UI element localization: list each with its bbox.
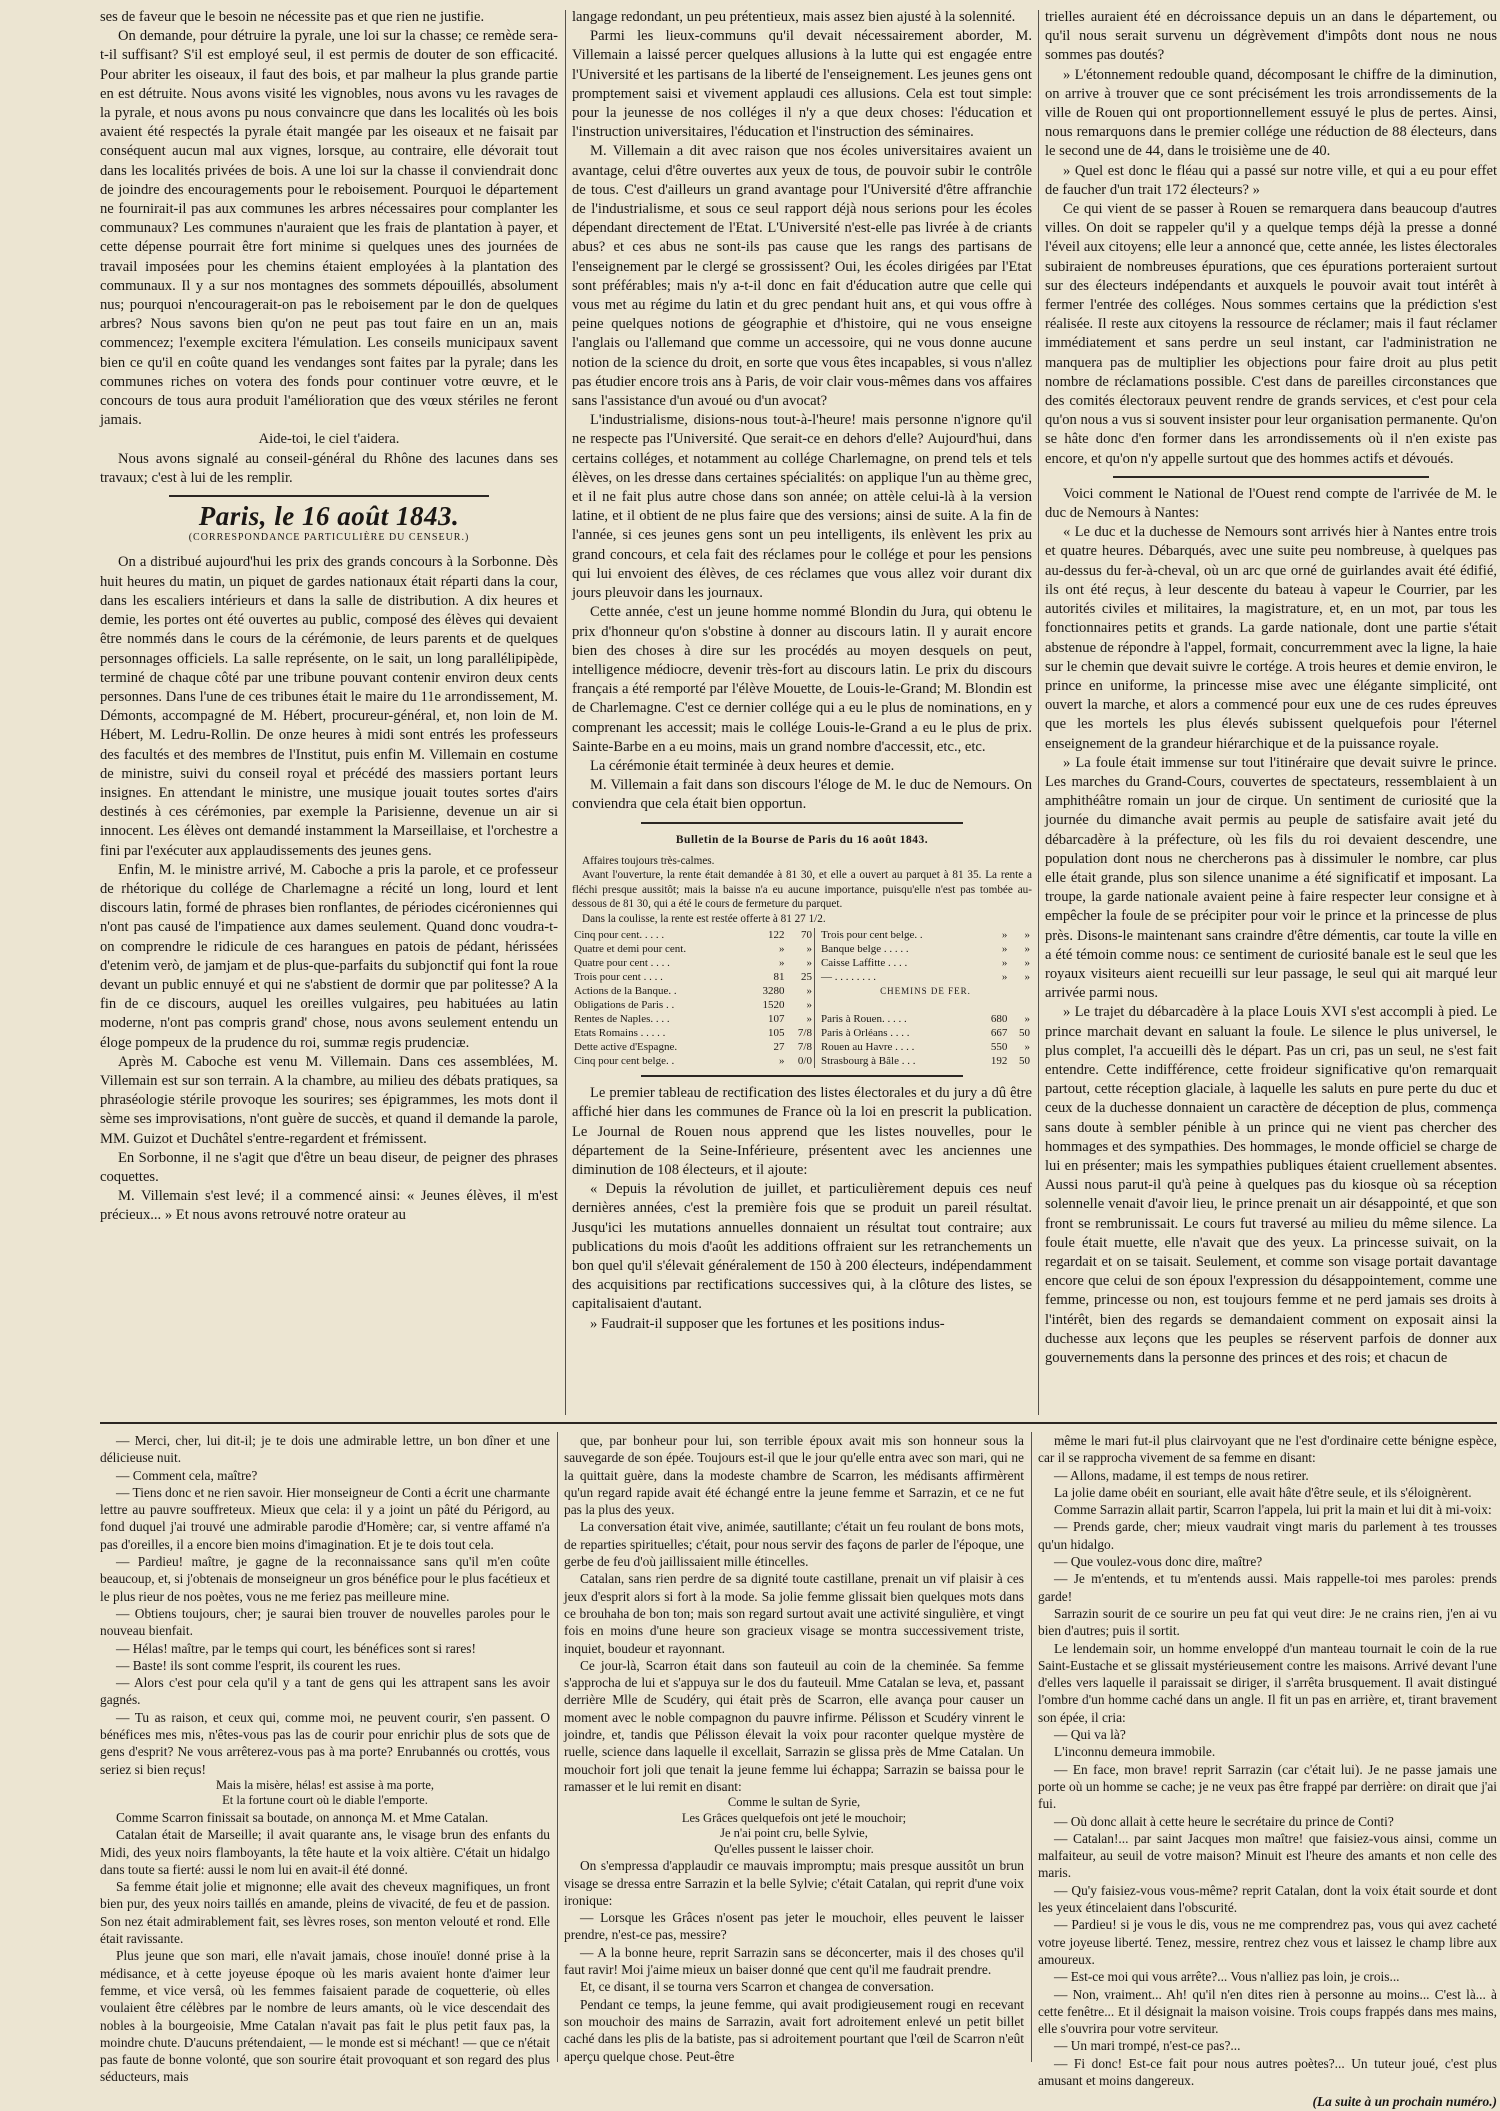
bourse-label: Rentes de Naples. . . . [574,1013,670,1026]
separator [641,822,963,824]
feuilleton-paragraph: Comme Sarrazin allait partir, Scarron l'appela, lui prit la main et lui dit à mi-voix: [1054,1502,1492,1518]
feuilleton-rule [100,1422,1497,1424]
paragraph: M. Villemain a fait dans son discours l'éloge de M. le duc de Nemours. On conviendra que cela était bien opportun. [572,777,1032,813]
feuilleton-paragraph: — Comment cela, maître? [116,1467,258,1483]
bourse-row [572,984,1032,998]
column-rule [557,1432,558,2062]
bourse-value: 667 [990,1027,1008,1040]
bourse-value: » [1024,971,1030,984]
paragraph: » Faudrait-il supposer que les fortunes et les positions indus- [590,1315,945,1332]
bourse-value: 105 [767,1027,785,1040]
bourse-value: » [1001,943,1008,956]
bourse-value: » [806,957,812,970]
feuilleton-paragraph: — Prends garde, cher; mieux vaudrait vingt maris du parlement à tes trousses qu'un hidalgo. [1038,1519,1497,1552]
feuilleton-column-2 [564,1432,1024,2064]
feuilleton-paragraph: — A la bonne heure, reprit Sarrazin sans se déconcerter, mais il des choses qu'il faut ravir! Moi j'aime mieux un baiser donné que cent qu'il me faudrait prendre. [564,1944,1024,1978]
feuilleton-paragraph: L'inconnu demeura immobile. [1054,1744,1216,1760]
feuilleton-paragraph: Pendant ce temps, la jeune femme, qui avait prodigieusement rougi en recevant son mouchoir des mains de Sarrazin, avait fort adroitement enlevé un petit billet caché dans les plis de la batiste, pas si adroitement pourtant que l'œil de Scarron n'eût aperçu quelque chose. Peut-être [564,1996,1024,2064]
bourse-label: Quatre et demi pour cent. [574,943,687,956]
paragraph: On demande, pour détruire la pyrale, une loi sur la chasse; ce remède sera-t-il suffisant? S'il est employé seul, il est permis de douter de son efficacité. Pour abriter les oiseaux, il faut des bois, et par malheur la plus grande partie en est détruite. Nous avons visité les vignobles, nous avons vu les ravages de la pyrale, et nous avons pu nous convaincre que dans les localités où les bois avaient été respectés la pyrale était mangée par les oiseaux et ne faisait par conséquent aucun mal aux vignes, lorsque, au contraire, elle dévorait tout dans les localités privées de bois. A une loi sur la chasse il conviendrait donc de joindre des encouragements pour le reboisement. Pourquoi le département ne fournirait-il pas aux communes les arbres nécessaires pour complanter les communaux? Les communes n'auraient que les frais de plantation à payer, et cette dépense pourrait être fort minime si quelques unes des journées de travail imposées pour les chemins étaient employées à la plantation des communaux. Il y a sur nos montagnes des sommets dépouillés, absolument nus; pourquoi n'encouragerait-on pas le reboisement par le don de quelques arbres? Nous savons bien qu'on ne peut pas tout faire en un an, mais commencez; l'exemple excitera l'émulation. Les conseils municipaux savent bien ce qu'il en coûte quand les vendanges sont faites par la pyrale; dans les communes riches on votera des fonds pour continuer votre œuvre, et le concours de tous aura produit l'amélioration que des vœux stériles ne feront jamais. [100,28,558,429]
bourse-value: 70 [800,929,812,942]
paragraph: M. Villemain s'est levé; il a commencé ainsi: « Jeunes élèves, il m'est précieux... » Et nous avons retrouvé notre orateur au [100,1188,558,1224]
bourse-text: Avant l'ouverture, la rente était demandée à 81 30, et elle a ouvert au parquet à 81 35. La rente a fléchi presque aussitôt; mais la baisse n'a eu aucune importance, puisqu'elle n'est pas tombée au-dessous de 81 30, qui a été le cours de fermeture du parquet. [572,869,1032,911]
feuilleton-paragraph: — En face, mon brave! reprit Sarrazin (car c'était lui). Je ne passe jamais une porte où un homme se cache; je ne veux pas être frappé par derrière: on dirait que j'ai fui. [1038,1761,1497,1812]
bourse-value: 81 [773,971,785,984]
feuilleton-column-3 [1038,1432,1497,2110]
bourse-table [572,928,1032,1068]
bourse-label: Caisse Laffitte . . . . [820,957,908,970]
feuilleton-paragraph: Et, ce disant, il se tourna vers Scarron et changea de conversation. [580,1979,934,1995]
bourse-label: Cinq pour cent. . . . . [574,929,665,942]
bourse-value: 0/0 [797,1055,812,1068]
dateline-headline: Paris, le 16 août 1843. [198,501,460,532]
blank-cell [819,998,1032,1012]
bourse-value: 50 [1019,1027,1030,1040]
paragraph: On a distribué aujourd'hui les prix des grands concours à la Sorbonne. Dès huit heures du matin, un piquet de gardes nationaux était réparti dans la cour, dans les escaliers intérieurs et dans la salle de distribution. A dix heures et demie, les portes ont été ouvertes au public, composé des élèves qui devaient être nommés dans le cours de la cérémonie, de leurs parents et de quelques personnages officiels. La salle représente, on le sait, un long parallélipipède, terminé de chaque côté par une tribune pouvant contenir environ deux cents personnes. Dans l'une de ces tribunes était le maire du 11e arrondissement, M. Démonts, accompagné de M. Hébert, procureur-général, et, non loin de M. Hébert, M. Ledru-Rollin. De onze heures à midi sont entrés les professeurs des facultés et des membres de l'Institut, puis enfin M. Villemain en costume de ministre, suivi du conseil royal et précédé des massiers portant leurs insignes. En attendant le ministre, une musique jouait toutes sortes d'airs destinés à ces cérémonies, par exemple la Parisienne, devenue un air si innocent. Les élèves ont demandé instamment la Marseillaise, et l'orchestre a fini par l'exécuter aux applaudissements des jeunes gens. [100,554,558,859]
paragraph: trielles auraient été en décroissance depuis un an dans le département, ou qu'il nous serait survenu un dégrèvement d'impôts dont nous ne nous sommes pas doutés? [1045,9,1497,64]
bourse-value: » [1024,943,1030,956]
paragraph: ses de faveur que le besoin ne nécessite pas et que rien ne justifie. [100,9,485,25]
paragraph: « Depuis la révolution de juillet, et particulièrement depuis ces neuf dernières années, c'est la première fois que se produit un pareil résultat. Jusqu'ici les mutations annuelles donnaient un résultat tout contraire; aux publications du mois d'août les additions offraient sur les retranchements un bon quel qu'il s'élevait généralement de 150 à 200 électeurs, indépendamment des acquisitions par rectifications successives qui, à la clôture des listes, se capitalisaient d'autant. [572,1181,1032,1313]
bourse-value: » [1024,1013,1030,1026]
chemins-de-fer-label: CHEMINS DE FER. [880,986,971,997]
bourse-label: Etats Romains . . . . . [574,1027,666,1040]
bourse-row [572,928,1032,942]
feuilleton-paragraph: — Catalan!... par saint Jacques mon maître! que faisiez-vous ainsi, comme un malfaiteur, au seuil de votre maison? Minuit est l'heure des amants et non celle des maris. [1038,1830,1497,1881]
bourse-value: 122 [767,929,785,942]
feuilleton-paragraph: — Un mari trompé, n'est-ce pas?... [1054,2038,1241,2054]
bourse-value: » [1001,929,1008,942]
bourse-label: Rouen au Havre . . . . [820,1041,915,1054]
bourse-label: Banque belge . . . . . [820,943,909,956]
bourse-label: Cinq pour cent belge. . [574,1055,675,1068]
feuilleton-paragraph: — Qu'y faisiez-vous vous-même? reprit Catalan, dont la voix était sourde et dont les yeux étincelaient dans l'obscurité. [1038,1882,1497,1916]
verse-line: Comme le sultan de Syrie, [727,1795,861,1810]
bourse-value: » [1024,1041,1030,1054]
bourse-value: 7/8 [797,1027,812,1040]
feuilleton-paragraph: — Tiens donc et ne rien savoir. Hier monseigneur de Conti a écrit une charmante lettre au pauvre souffreteux. Mieux que cela: il y a joint un pâté du Périgord, au fond duquel j'ai trouvé une admirable parodie d'Homère; car, si ventre affamé n'a pas d'oreilles, il a encore bien moins d'imagination. Et je te dois tout cela. [100,1484,550,1552]
column-rule [1038,10,1039,1415]
feuilleton-paragraph: On s'empressa d'applaudir ce mauvais impromptu; mais presque aussitôt un brun visage se dressa entre Sarrazin et la belle Sylvie; c'était Catalan, qui reprit d'une voix ironique: [564,1858,1024,1908]
bourse-value: » [778,1055,785,1068]
bourse-value: 3280 [762,985,785,998]
bourse-value: » [806,1013,812,1026]
feuilleton-paragraph: — Est-ce moi qui vous arrête?... Vous n'alliez pas loin, je crois... [1054,1969,1400,1985]
column-rule [1031,1432,1032,2062]
bourse-value: » [1001,957,1008,970]
bourse-value: 1520 [762,999,785,1012]
bourse-label: — . . . . . . . . [820,971,876,984]
separator [169,495,490,497]
feuilleton-paragraph: — Fi donc! Est-ce fait pour nous autres poètes?... Un tuteur joué, c'est plus amusant et moins dangereux. [1038,2055,1497,2088]
paragraph: L'industrialisme, disions-nous tout-à-l'heure! mais personne n'ignore qu'il ne respecte pas l'Université. Que serait-ce en dehors d'elle? Aujourd'hui, dans certains colléges, et notamment au collége Charlemagne, on prend tels et tels élèves, on les dresse dans certaines spécialités: on applique l'un au thème grec, et il ne fait plus autre chose dans son année; on attèle celui-là à la version latine, et il obtient de ne plus faire que des versions; ainsi de suite. A la fin de l'année, si ces jeunes gens sont un peu intelligents, ils enlèvent les prix au grand concours, et cela fait des réclames pour le collége et pour les pensions qui lui envoient des élèves, de ces réclames que vous allez voir durant dix jours pleuvoir dans les journaux. [572,412,1032,602]
feuilleton-paragraph: Sa femme était jolie et mignonne; elle avait des cheveux magnifiques, un front bien pur, des yeux noirs taillés en amande, pleins de vivacité, de feu et de passion. Son nez était admirablement fait, ses lèvres roses, son menton velouté et rond. Elle était ravissante. [100,1879,550,1947]
feuilleton-paragraph: Catalan était de Marseille; il avait quarante ans, le visage brun des enfants du Midi, des yeux noirs flamboyants, la tête haute et la voix altière. C'était un hidalgo dans toute sa fierté: aussi le nom lui en avait-il été donné. [100,1827,550,1877]
bourse-value: » [1024,929,1030,942]
verse-line: Et la fortune court où le diable l'emporte. [222,1793,428,1808]
bourse-title: Bulletin de la Bourse de Paris du 16 août 1843. [675,833,929,846]
bourse-value: 192 [990,1055,1008,1068]
verse-line: Je n'ai point cru, belle Sylvie, [720,1826,868,1841]
bourse-label: Trois pour cent belge. . [820,929,923,942]
bourse-value: » [1001,971,1008,984]
bourse-row [572,998,1032,1012]
column-3 [1045,8,1497,1418]
bourse-label: Actions de la Banque. . [574,985,677,998]
feuilleton-paragraph: Ce jour-là, Scarron était dans son fauteuil au coin de la cheminée. Sa femme s'approcha de lui et s'appuya sur le dos du fauteuil. Mme Catalan se leva, et, passant derrière Mlle de Scudéry, qui était près de Scarron, elle avança pour causer un moment avec le noble compagnon du pauvre infirme. Pélisson et Scudéry vinrent le joindre, et, tandis que Pélisson élevait la voix pour raconter quelque mystère de ruelle, science dans laquelle il excellait, Sarrazin se glissa près de Mme Catalan. Un mouchoir fort joli que tenait la jeune femme lui échappa; Sarrazin se baissa pour le ramasser et le lui remit en disant: [564,1657,1024,1794]
paragraph: M. Villemain a dit avec raison que nos écoles universitaires avaient un avantage, celui d'être ouvertes aux yeux de tous, de pouvoir subir le contrôle de tous. C'est d'ailleurs un grand avantage pour l'Université d'être affranchie de l'industrialisme, et sous ce seul rapport déjà nous serions pour les écoles dépendant directement de l'Etat. L'Université n'est-elle pas livrée à de criants abus? et ces abus ne sont-ils pas cause que les rangs des partisans de l'enseignement par le clergé se grossissent? Oui, les écoles dirigées par l'Etat sont préférables; mais n'y a-t-il donc en fait d'éducation autre que celle qui vous met au régime du latin et du grec pendant huit ans, et qui vous offre à peine quelques notions de géographie et d'histoire, qui ne vous enseigne l'anglais ou l'allemand que comme un accessoire, qui ne vous donne aucune notion de la science du droit, en sorte que vous êtes incapables, si vous n'allez pas étudier encore trois ans à Paris, de voir clair vous-mêmes dans vos affaires sans l'assistance d'un avoué ou d'un avocat? [572,143,1032,410]
paragraph: Nous avons signalé au conseil-général du Rhône des lacunes dans ses travaux; c'est à lui de les remplir. [100,450,558,486]
feuilleton-paragraph: — Allons, madame, il est temps de nous retirer. [1054,1467,1309,1483]
bourse-label: Paris à Orléans . . . . [820,1027,910,1040]
bourse-row [572,1040,1032,1054]
feuilleton-paragraph: — Hélas! maître, par le temps qui court, les bénéfices sont si rares! [116,1640,476,1656]
feuilleton-paragraph: — Je m'entends, et tu m'entends aussi. Mais rappelle-toi mes paroles: prends garde! [1038,1571,1497,1604]
feuilleton-paragraph: — Pardieu! maître, je gagne de la reconnaissance sans qu'il m'en coûte beaucoup, et, si j'obtenais de monseigneur un gros bénéfice pour le plus facétieux et le plus rieur de nos poètes, vous ne me feriez pas meilleure mine. [100,1554,550,1604]
bourse-text: Affaires toujours très-calmes. [582,854,715,867]
separator [641,1075,963,1077]
feuilleton-paragraph: — Qui va là? [1054,1727,1126,1743]
bourse-value: » [778,957,785,970]
bourse-value: 107 [767,1013,785,1026]
bourse-label: Dette active d'Espagne. [574,1041,678,1054]
bourse-label: Obligations de Paris . . [574,999,675,1012]
feuilleton-paragraph: La jolie dame obéit en souriant, elle avait hâte d'être seule, et ils s'éloignèrent. [1054,1484,1472,1500]
feuilleton-paragraph: — Où donc allait à cette heure le secrétaire du prince de Conti? [1054,1813,1394,1829]
bourse-value: 27 [773,1041,785,1054]
bourse-value: 25 [800,971,812,984]
paragraph: » Quel est donc le fléau qui a passé sur notre ville, et qui a eu pour effet de faucher d'un trait 172 électeurs? » [1045,162,1497,198]
feuilleton-paragraph: — Alors c'est pour cela qu'il y a tant de gens qui les attrapent sans les avoir gagnés. [100,1675,550,1708]
bourse-value: 7/8 [797,1041,812,1054]
feuilleton-paragraph: même le mari fut-il plus clairvoyant que ne l'est d'ordinaire cette bénigne espèce, car il se rapprocha vivement de sa femme en disant: [1038,1433,1497,1466]
bourse-label: Strasbourg à Bâle . . . [820,1055,916,1068]
bourse-value: 680 [990,1013,1008,1026]
bourse-value: » [778,943,785,956]
feuilleton-paragraph: — Pardieu! si je vous le dis, vous ne me comprendrez pas, vous qui avez cacheté votre joyeuse liberté. Tenez, messire, rentrez chez vous et laissez le champ libre aux amoureux. [1038,1917,1497,1967]
column-rule [565,10,566,1415]
bourse-value: » [806,999,812,1012]
paragraph: Enfin, M. le ministre arrivé, M. Caboche a pris la parole, et ce professeur de rhétorique du collége de Charlemagne a récité un long, lourd et lent discours latin, formé de phrases bien ronflantes, de périodes cicéroniennes qui n'ont pas causé de l'impatience aux dames seulement. Quand donc voudra-t-on comprendre le ridicule de ces harangues en patois de pédant, hérissées d'etenim verò, de jamjam et de plus-que-parfaits du subjonctif qui font la roue devant un public ennuyé et qui ne s'abstient de dormir que par politesse? A la fin de ce discours, auquel les oreilles vulgaires, peu habituées au latin moderne, n'ont pas compris grand' chose, nous avons seulement entendu un éloge pompeux de la prudence du roi, summæ regis prudenciæ. [100,861,558,1051]
bourse-value: » [806,943,812,956]
feuilleton-paragraph: — Obtiens toujours, cher; je saurai bien trouver de nouvelles paroles pour le nouveau bienfait. [100,1605,550,1639]
feuilleton-paragraph: — Tu as raison, et ceux qui, comme moi, ne peuvent courir, s'en passent. O bénéfices mes mis, n'êtes-vous pas las de courir pour enrichir plus de sots que de gens d'esprit? Ne vous arrêterez-vous pas à ma porte? Enrubannés ou crottés, vous seriez si bien reçus! [100,1709,550,1777]
feuilleton-paragraph: — Non, vraiment... Ah! qu'il n'en dites rien à personne au moins... C'est là... à cette fenêtre... Et il désignait la maison voisine. Trois coups frappés dans mes mains, elle s'ouvrira pour votre serviteur. [1038,1986,1497,2037]
bourse-row [572,1054,1032,1068]
feuilleton-paragraph: — Lorsque les Grâces n'osent pas jeter le mouchoir, elles peuvent le laisser prendre, n'est-ce pas, messire? [564,1910,1024,1943]
bourse-row [572,956,1032,970]
feuilleton-paragraph: que, par bonheur pour lui, son terrible époux avait mis son honneur sous la sauvegarde de son épée. Toujours est-il que le jour qu'elle entra avec son mari, qui ne la quittait guère, dans la modeste chambre de Scarron, les médisants affirmèrent qu'un regard rapide avait été échangé entre la jeune femme et Sarrazin, et ce ne fut pas la plus des yeux. [564,1433,1024,1518]
paragraph: » Le trajet du débarcadère à la place Louis XVI s'est accompli à pied. Le prince marchait devant en saluant la foule. Le silence le plus universel, le plus complet, l'a accueilli dès le départ. Pas un cri, pas un seul, ne s'est fait entendre. Cette indifférence, cette froideur significative qu'on remarquait partout, cette réception glaciale, à laquelle les saluts en pure perte du duc et ceux de la duchesse donnaient un caractère de déception de plus, commença sans doute à sembler pénible à un prince qui ne vient pas chercher des hommages et des sympathies. Des hommages, le monde officiel se charge de lui en présenter; mais les sympathies publiques étaient cruellement absentes. Aussi nous parut-il qu'à peine à quelques pas du kiosque où sa réception solennelle venait d'avoir lieu, le prince prenait un air désappointé, et que son front se rembrunissait. Le cours fut traversé au milieu du même silence. La foule était muette, elle n'avait que des yeux. La princesse suivait, on la regardait et on se taisait. Seulement, et comme son visage portait davantage encore que celui de son époux l'expression du désappointement, comme une femme, princesse ou non, est toujours femme et ne perd jamais ses droits à l'intérêt, bien des regards se demandaient comment on exposait ainsi la duchesse aux leçons que les peuples se réservent parfois de donner aux gouvernements dans la personne des princes et des rois; et chacun de [1045,1004,1497,1367]
column-1 [100,8,558,1418]
feuilleton-paragraph: Plus jeune que son mari, elle n'avait jamais, chose inouïe! donné prise à la médisance, et à cette joyeuse époque où les maris avaient honte d'aimer leur femme, et vice versâ, où les femmes faisaient parade de coquetterie, où elles voulaient être célèbres par le nombre de leurs amants, où le vice descendait des nobles à la bourgeoisie, Mme Catalan n'avait pas fait le plus petit faux pas, la moindre chute. D'aucuns prétendaient, — le monde est si méchant! — que ce n'était pas faute de bonne volonté, que son sourire était provoquant et son regard des plus séducteurs, mais [100,1948,550,2085]
column-2 [572,8,1032,1418]
bourse-label: Quatre pour cent . . . . [574,957,670,970]
feuilleton-paragraph: — Que voulez-vous donc dire, maître? [1054,1554,1263,1570]
correspondence-note: (CORRESPONDANCE PARTICULIÈRE DU CENSEUR.) [188,532,470,544]
continuation-note: (La suite à un prochain numéro.) [1312,2094,1497,2110]
verse-line: Les Grâces quelquefois ont jeté le mouchoir; [681,1810,907,1825]
paragraph: « Le duc et la duchesse de Nemours sont arrivés hier à Nantes entre trois et quatre heures. Débarqués, avec une suite peu nombreuse, à quelques pas au-dessus du fer-à-cheval, où un arc que orné de guirlandes avait été édifié, ils ont été reçus, à leur descente du bateau à vapeur le Courrier, par les autorités civiles et militaires, la magistrature, et, en un mot, par tous les fonctionnaires petits et grands. La garde nationale, dont une partie s'était abstenue de répondre à l'appel, formait, concurremment avec la ligne, la haie sur le chemin que devait suivre le cortége. A trois heures et demie environ, le prince en uniforme, la princesse mise avec une élégante simplicité, ont ouvert la marche, et alors a commencé pour eux une de ces rudes épreuves que les mortels les plus élevés subissent quelquefois pour l'éternel enseignement de la grandeur hiérarchique et de la puissance royale. [1045,524,1497,752]
bourse-label: Paris à Rouen. . . . . [820,1013,907,1026]
bourse-value: » [806,985,812,998]
paragraph: La cérémonie était terminée à deux heures et demie. [590,757,895,774]
bourse-row [572,970,1032,984]
separator [1113,476,1429,478]
feuilleton-paragraph: Le lendemain soir, un homme enveloppé d'un manteau tournait le coin de la rue Saint-Eustache et se glissait mystérieusement contre les maisons. Arrivé devant l'une d'elles vers laquelle il paraissait se diriger, il s'arrêta brusquement. Il avait distingué l'ombre d'un homme caché dans un angle. Il fit un pas en arrière, et, tirant bravement son épée, il cria: [1038,1640,1497,1725]
bourse-label: Trois pour cent . . . . [574,971,663,984]
paragraph: Le premier tableau de rectification des listes électorales et du jury a dû être affiché hier dans les communes de France où la loi en prescrit la publication. Le Journal de Rouen nous apprend que les listes nouvelles, pour le département de la Seine-Inférieure, présentent avec les anciennes une diminution de 108 électeurs, et il ajoute: [572,1085,1032,1179]
paragraph: langage redondant, un peu prétentieux, mais assez bien ajusté à la solennité. [572,9,1016,25]
paragraph: » La foule était immense sur tout l'itinéraire que devait suivre le prince. Les marches du Grand-Cours, couvertes de spectateurs, ressemblaient à un amphithéâtre romain un jour de cirque. Un sentiment de curiosité que la journée du dimanche avait permis au peuple de satisfaire avait jeté du débarcadère à la préfecture, où les fils du roi devaient descendre, une population dont nous ne chercherons pas à dissimuler le nombre, car plus elle était grande, plus son silence unanime a été significatif et imposant. La troupe, la garde nationale avaient peine à faire respecter leur consigne et à empêcher la foule de se précipiter pour voir le prince et la princesse de plus près. Disons-le maintenant sans craindre d'être démentis, car toute la ville en a été témoin comme nous: ce sentiment de curiosité banale est le seul que les royaux visiteurs aient recueilli sur leur passage, le seul qui ait marqué leur arrivée parmi nous. [1045,754,1497,1002]
bourse-text: Dans la coulisse, la rente est restée offerte à 81 27 1/2. [582,912,826,925]
bourse-value: 50 [1019,1055,1030,1068]
paragraph: Ce qui vient de se passer à Rouen se remarquera dans beaucoup d'autres villes. On doit se rappeler qu'il y a quelque temps déjà la presse a donné l'éveil aux citoyens; elle leur a annoncé que, cette année, les listes électorales subiraient de nombreuses épurations, que ces épurations porteraient surtout sur des électeurs indépendants et auxquels le pouvoir avait tout intérêt à fermer l'entrée des colléges. Nous sommes certains que la prédiction s'est réalisée. Il reste aux citoyens la ressource de réclamer; mais il faut réclamer immédiatement et sans perdre un seul instant, car l'administration ne manquera pas de multiplier les objections pour faire droit au plus petit nombre de réclamations possible. C'est dans de pareilles circonstances que des comités électoraux peuvent rendre de grands services, et c'est pour cela qu'on nous a vus si souvent insister pour leur organisation permanente. Qu'on se hâte donc d'en former dans les arrondissements où il n'en existe pas encore, et qu'on n'y appelle surtout que des hommes actifs et dévoués. [1045,201,1497,467]
feuilleton-column-1 [100,1432,550,2085]
feuilleton-paragraph: — Merci, cher, lui dit-il; je te dois une admirable lettre, un bon dîner et une délicieuse nuit. [100,1433,550,1466]
bourse-value: » [1024,957,1030,970]
paragraph: Après M. Caboche est venu M. Villemain. Dans ces assemblées, M. Villemain est sur son terrain. A la chambre, au milieu des débats pratiques, sa phraséologie stérile provoque les sourires; ses épigrammes, les mots dont il sème ses improvisations, n'ont guère de succès, et quand il demande la parole, MM. Guizot et Duchâtel s'entre-regardent et frémissent. [100,1053,558,1147]
verse-line: Qu'elles pussent le laisser choir. [714,1841,874,1856]
bourse-intro [572,854,1032,927]
paragraph: En Sorbonne, il ne s'agit que d'être un beau diseur, de peigner des phrases coquettes. [100,1149,558,1185]
feuilleton-paragraph: La conversation était vive, animée, sautillante; c'était un feu roulant de bons mots, de reparties spirituelles; c'était, pour nous servir des façons de parler de l'époque, une gerbe de feu d'où jaillissaient mille étincelles. [564,1519,1024,1570]
bourse-value: 550 [990,1041,1008,1054]
paragraph: Voici comment le National de l'Ouest rend compte de l'arrivée de M. le duc de Nemours à Nantes: [1045,485,1497,522]
paragraph: » L'étonnement redouble quand, décomposant le chiffre de la diminution, on arrive à trouver que ce sont précisément les trois arrondissements de la ville de Rouen qui ont proportionnellement essuyé le plus de pertes. Ainsi, nous remarquons dans le premier collége une réduction de 88 électeurs, dans le second une de 44, dans le troisième une de 40. [1045,66,1497,160]
paragraph: Parmi les lieux-communs qu'il devait nécessairement aborder, M. Villemain a laissé percer quelques allusions à la lutte qui est engagée entre l'Université et les partisans de la liberté de l'enseignement. Les jeunes gens ont promptement saisi et vivement applaudi ces allusions. Cela est tout simple: pour la jeunesse de nos colléges il n'y a que deux choses: l'éducation et l'instruction universitaires, l'éducation et l'instruction des séminaires. [572,28,1032,141]
feuilleton-paragraph: Catalan, sans rien perdre de sa dignité toute castillane, prenait un vif plaisir à ces jeux d'esprit alors si fort à la mode. Sa jolie femme glissait bien quelques mots dans ce brouhaha de bon ton; mais son regard surtout avait une activité singulière, et vingt fois en moins d'une heure son gracieux visage se montra successivement triste, inquiet, boudeur et rayonnant. [564,1571,1024,1656]
feuilleton-paragraph: — Baste! ils sont comme l'esprit, ils courent les rues. [116,1657,401,1673]
verse-line: Mais la misère, hélas! est assise à ma porte, [216,1777,434,1792]
motto: Aide-toi, le ciel t'aidera. [258,431,400,448]
bourse-row [572,942,1032,956]
bourse-row [572,1012,1032,1026]
bourse-row [572,1026,1032,1040]
feuilleton-paragraph: Comme Scarron finissait sa boutade, on annonça M. et Mme Catalan. [116,1809,489,1825]
feuilleton-paragraph: Sarrazin sourit de ce sourire un peu fat qui veut dire: Je ne crains rien, j'en ai vu bien d'autres; puis il sortit. [1038,1605,1497,1639]
paragraph: Cette année, c'est un jeune homme nommé Blondin du Jura, qui obtenu le prix d'honneur qu'on s'obstine à donner au discours latin. Il y aurait encore bien des choses à dire sur les procédés au moyen desquels on peut, intelligence médiocre, devenir très-fort au discours latin. Le prix du discours français a été remporté par l'élève Mouette, de Louis-le-Grand; M. Blondin est de Charlemagne. C'est ce dernier collége qui a eu le plus de nominations, en y comprenant les accessit; mais le collége Louis-le-Grand a eu le plus de prix. Sainte-Barbe en a eu moins, mais un grand nombre d'accessit, etc., etc. [572,604,1032,755]
